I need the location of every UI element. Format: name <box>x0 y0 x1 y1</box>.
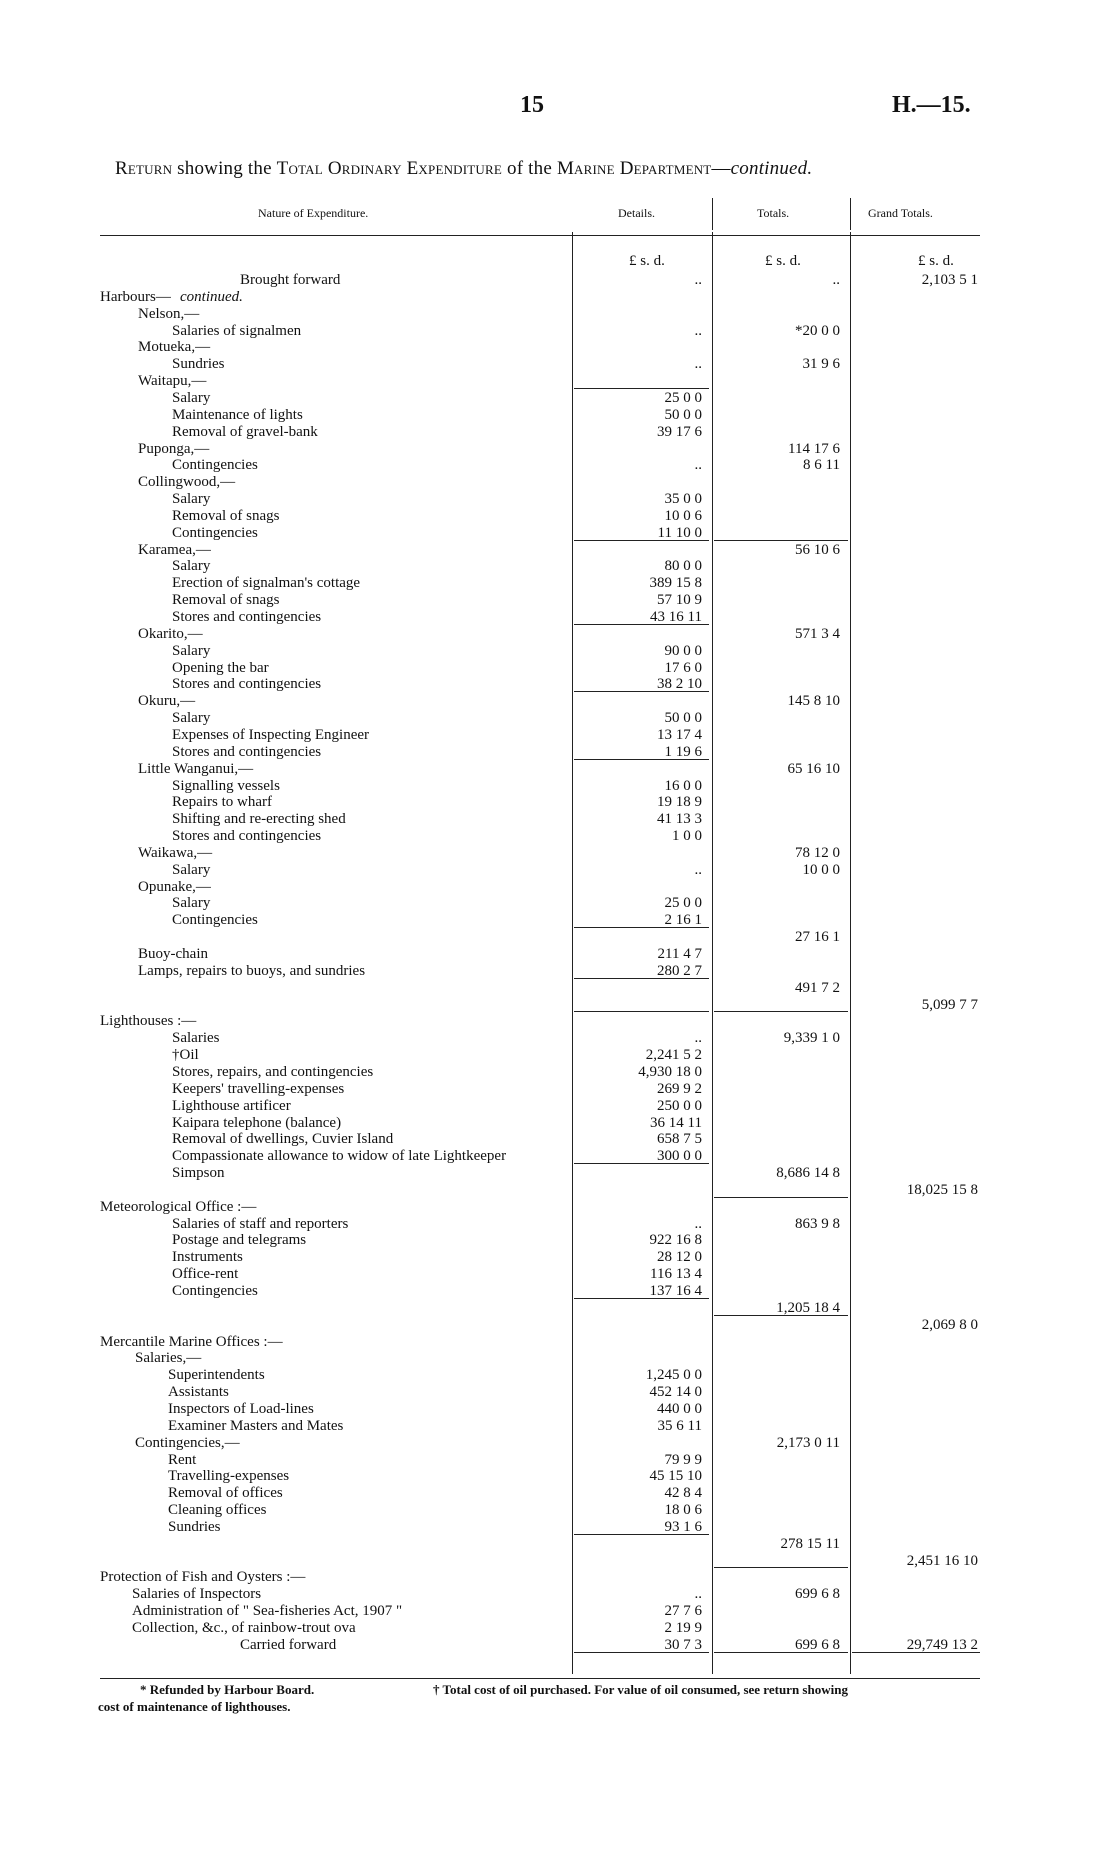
table-row <box>0 373 1114 390</box>
details-amount: 27 7 6 <box>664 1603 702 1620</box>
totals-amount: 2,173 0 11 <box>776 1434 840 1451</box>
details-amount: 280 2 7 <box>657 962 702 979</box>
title-word-department: Marine Department <box>556 158 712 179</box>
sum-rule <box>574 1011 709 1012</box>
table-row <box>0 761 1114 778</box>
details-amount: 90 0 0 <box>664 642 702 659</box>
footnote-refunded: * Refunded by Harbour Board. <box>140 1682 315 1697</box>
row-label: Contingencies <box>172 524 258 541</box>
totals-amount: 699 6 8 <box>795 1586 840 1603</box>
table-row <box>0 1098 1114 1115</box>
row-label: Meteorological Office :— <box>100 1198 257 1215</box>
table-row <box>0 424 1114 441</box>
details-amount: 80 0 0 <box>664 558 702 575</box>
column-header-details: Details. <box>618 206 655 220</box>
table-row <box>0 1232 1114 1249</box>
table-row <box>0 592 1114 609</box>
table-row <box>0 1266 1114 1283</box>
details-amount: 2 19 9 <box>664 1620 702 1636</box>
details-amount: 39 17 6 <box>657 423 702 440</box>
row-label: Compassionate allowance to widow of late Lightkeeper <box>172 1148 507 1165</box>
totals-amount: 56 10 6 <box>795 541 840 558</box>
row-label: Keepers' travelling-expenses <box>172 1080 345 1097</box>
row-label: Expenses of Inspecting Engineer <box>172 726 370 743</box>
row-label: Puponga,— <box>138 440 210 457</box>
row-label: Okarito,— <box>138 625 203 642</box>
row-label: Brought forward <box>240 272 341 288</box>
table-row <box>0 1115 1114 1132</box>
table-row <box>0 1401 1114 1418</box>
currency-header-totals: £ s. d. <box>765 253 801 269</box>
table-row <box>0 1620 1114 1637</box>
details-amount: 2,241 5 2 <box>645 1047 702 1064</box>
table-row <box>0 828 1114 845</box>
details-amount: 440 0 0 <box>657 1400 702 1417</box>
table-row <box>0 845 1114 862</box>
table-row <box>0 1047 1114 1064</box>
footer-divider <box>100 1678 980 1679</box>
row-label: Rent <box>168 1451 197 1468</box>
table-row <box>0 895 1114 912</box>
totals-amount: 278 15 11 <box>780 1535 840 1552</box>
row-label: Stores, repairs, and contingencies <box>172 1063 374 1080</box>
table-row <box>0 710 1114 727</box>
table-row <box>0 306 1114 323</box>
totals-amount: 8 6 11 <box>803 457 840 474</box>
row-label: Waikawa,— <box>138 844 213 861</box>
details-amount: 13 17 4 <box>657 726 702 743</box>
table-row <box>0 1586 1114 1603</box>
title-word-return: Return <box>115 158 173 179</box>
table-row <box>0 1317 1114 1334</box>
grand-total-amount: 2,069 8 0 <box>921 1316 978 1333</box>
table-row <box>0 1435 1114 1452</box>
row-label: Okuru,— <box>138 693 196 710</box>
totals-amount: 78 12 0 <box>795 844 840 861</box>
row-label: Lamps, repairs to buoys, and sundries <box>138 962 366 979</box>
table-row <box>0 929 1114 946</box>
table-row <box>0 1199 1114 1216</box>
table-row <box>0 1013 1114 1030</box>
row-label: Harbours— <box>100 288 171 305</box>
table-row <box>0 626 1114 643</box>
sum-rule <box>574 1298 709 1299</box>
table-row <box>0 1334 1114 1351</box>
row-label: Salaries of signalmen <box>172 322 302 339</box>
totals-amount: 699 6 8 <box>795 1636 840 1653</box>
row-label: Removal of snags <box>172 592 280 609</box>
row-label: Motueka,— <box>138 339 211 356</box>
table-row <box>0 1165 1114 1182</box>
table-row <box>0 1300 1114 1317</box>
row-label: Repairs to wharf <box>172 794 272 811</box>
details-amount: 28 12 0 <box>657 1249 702 1266</box>
currency-header-details: £ s. d. <box>629 253 665 269</box>
table-row <box>0 727 1114 744</box>
row-label: Salaries of Inspectors <box>132 1586 262 1603</box>
row-label: Signalling vessels <box>172 777 280 794</box>
row-label: Waitapu,— <box>138 373 207 390</box>
table-row <box>0 609 1114 626</box>
table-row <box>0 1131 1114 1148</box>
details-amount: 43 16 11 <box>650 609 702 625</box>
row-label: †Oil <box>172 1047 199 1064</box>
details-amount: .. <box>694 1215 702 1232</box>
row-label: Travelling-expenses <box>168 1468 290 1485</box>
row-label: Salary <box>172 642 211 659</box>
row-label: Collection, &c., of rainbow-trout ova <box>132 1620 356 1636</box>
row-label: Erection of signalman's cottage <box>172 575 361 592</box>
details-amount: 50 0 0 <box>664 406 702 423</box>
row-label: Inspectors of Load-lines <box>168 1400 314 1417</box>
table-row <box>0 1030 1114 1047</box>
sum-rule <box>852 1652 980 1653</box>
details-amount: 4,930 18 0 <box>638 1063 702 1080</box>
row-label: Lighthouses :— <box>100 1013 197 1030</box>
column-header-nature: Nature of Expenditure. <box>258 206 369 220</box>
table-row <box>0 457 1114 474</box>
row-label: Salary <box>172 861 211 878</box>
row-label: Opening the bar <box>172 659 269 676</box>
table-row <box>0 323 1114 340</box>
table-row <box>0 558 1114 575</box>
row-label: Office-rent <box>172 1266 239 1283</box>
table-row <box>0 1553 1114 1570</box>
details-amount: 19 18 9 <box>657 794 702 811</box>
totals-amount: 9,339 1 0 <box>783 1030 840 1047</box>
details-amount: 269 9 2 <box>657 1080 702 1097</box>
sum-rule <box>714 1652 848 1653</box>
title-continued: continued. <box>730 158 813 179</box>
row-label: Little Wanganui,— <box>138 760 254 777</box>
row-label: Salary <box>172 491 211 508</box>
row-label: Carried forward <box>240 1636 337 1653</box>
table-row <box>0 1468 1114 1485</box>
row-label: Assistants <box>168 1384 229 1401</box>
row-label: Salary <box>172 558 211 575</box>
details-amount: 16 0 0 <box>664 777 702 794</box>
details-amount: 36 14 11 <box>650 1114 702 1131</box>
details-amount: 137 16 4 <box>649 1283 702 1299</box>
details-amount: 452 14 0 <box>649 1384 702 1401</box>
details-amount: 50 0 0 <box>664 710 702 727</box>
table-row <box>0 660 1114 677</box>
table-row <box>0 1536 1114 1553</box>
totals-amount: 114 17 6 <box>788 440 840 457</box>
sum-rule <box>574 540 709 541</box>
details-amount: 18 0 6 <box>664 1502 702 1519</box>
row-label: Stores and contingencies <box>172 743 322 760</box>
row-label: Salaries <box>172 1030 220 1047</box>
table-row <box>0 963 1114 980</box>
details-amount: 2 16 1 <box>664 912 702 929</box>
details-amount: 17 6 0 <box>664 659 702 676</box>
table-title <box>115 158 1015 180</box>
table-row <box>0 794 1114 811</box>
details-amount: 389 15 8 <box>649 575 702 592</box>
table-row <box>0 676 1114 693</box>
row-label: Maintenance of lights <box>172 406 303 423</box>
details-amount: 211 4 7 <box>657 946 702 962</box>
table-row <box>0 980 1114 997</box>
table-row <box>0 1384 1114 1401</box>
sum-rule <box>714 540 848 541</box>
details-amount: .. <box>694 272 702 288</box>
row-label: Contingencies <box>172 457 258 474</box>
table-row <box>0 744 1114 761</box>
row-label: Buoy-chain <box>138 946 208 962</box>
row-label: Salary <box>172 710 211 727</box>
footnote-continuation: cost of maintenance of lighthouses. <box>98 1699 291 1714</box>
grand-total-amount: 2,103 5 1 <box>921 272 978 288</box>
header-divider <box>100 235 980 236</box>
sum-rule <box>574 978 709 979</box>
table-row <box>0 1603 1114 1620</box>
row-label: Salary <box>172 895 211 912</box>
table-row <box>0 1502 1114 1519</box>
table-row <box>0 1148 1114 1165</box>
table-row <box>0 339 1114 356</box>
details-amount: 35 6 11 <box>657 1417 702 1434</box>
table-row <box>0 272 1114 289</box>
sum-rule <box>714 1197 848 1198</box>
table-row <box>0 1216 1114 1233</box>
row-label: Lighthouse artificer <box>172 1097 291 1114</box>
row-label: Karamea,— <box>138 541 211 558</box>
table-row <box>0 1569 1114 1586</box>
table-row <box>0 474 1114 491</box>
row-label: Contingencies <box>172 912 258 929</box>
totals-amount: 491 7 2 <box>795 979 840 996</box>
totals-amount: 145 8 10 <box>787 693 840 710</box>
table-row <box>0 643 1114 660</box>
row-label: Removal of dwellings, Cuvier Island <box>172 1131 394 1148</box>
totals-amount: 10 0 0 <box>802 861 840 878</box>
grand-total-amount: 2,451 16 10 <box>906 1552 978 1569</box>
row-label: Superintendents <box>168 1367 265 1384</box>
row-label: Postage and telegrams <box>172 1232 307 1249</box>
row-label: Simpson <box>172 1165 225 1182</box>
sum-rule <box>574 1534 709 1535</box>
table-row <box>0 912 1114 929</box>
title-text-2: of the <box>502 158 557 179</box>
details-amount: 38 2 10 <box>657 676 702 693</box>
header-rule-1 <box>712 198 713 230</box>
details-amount: 922 16 8 <box>649 1232 702 1249</box>
row-label: Collingwood,— <box>138 474 236 491</box>
table-row <box>0 778 1114 795</box>
table-row <box>0 1249 1114 1266</box>
table-row <box>0 1182 1114 1199</box>
table-row <box>0 1452 1114 1469</box>
details-amount: 25 0 0 <box>664 389 702 406</box>
row-label: Stores and contingencies <box>172 828 322 845</box>
sum-rule <box>714 1011 848 1012</box>
details-amount: 57 10 9 <box>657 592 702 609</box>
table-row <box>0 289 1114 306</box>
totals-amount: 27 16 1 <box>795 929 840 946</box>
row-label: Examiner Masters and Mates <box>168 1417 344 1434</box>
row-label: Sundries <box>168 1518 221 1535</box>
details-amount: 93 1 6 <box>664 1518 702 1535</box>
row-label: Contingencies <box>172 1283 258 1299</box>
details-amount: 300 0 0 <box>657 1148 702 1165</box>
row-label: Shifting and re-erecting shed <box>172 811 346 828</box>
details-amount: 11 10 0 <box>657 524 702 541</box>
totals-amount: *20 0 0 <box>795 322 840 339</box>
details-amount: 658 7 5 <box>657 1131 702 1148</box>
details-amount: .. <box>694 457 702 474</box>
sum-rule <box>574 1163 709 1164</box>
row-label: Salaries,— <box>135 1350 202 1367</box>
grand-total-amount: 29,749 13 2 <box>906 1636 978 1653</box>
sum-rule <box>714 1567 848 1568</box>
details-amount: 1 0 0 <box>672 828 702 845</box>
table-row <box>0 862 1114 879</box>
row-label: Stores and contingencies <box>172 609 322 625</box>
table-row <box>0 525 1114 542</box>
grand-total-amount: 18,025 15 8 <box>906 1181 978 1198</box>
details-amount: 45 15 10 <box>649 1468 702 1485</box>
row-label: Nelson,— <box>138 305 200 322</box>
table-row <box>0 356 1114 373</box>
sum-rule <box>574 759 709 760</box>
totals-amount: .. <box>832 272 840 288</box>
table-row <box>0 1519 1114 1536</box>
details-amount: 41 13 3 <box>657 811 702 828</box>
sum-rule <box>714 1315 848 1316</box>
table-row <box>0 693 1114 710</box>
table-row <box>0 491 1114 508</box>
totals-amount: 31 9 6 <box>802 356 840 373</box>
column-header-totals: Totals. <box>757 206 790 220</box>
page-number: 15 <box>520 92 544 118</box>
table-row <box>0 1081 1114 1098</box>
sum-rule <box>574 1652 709 1653</box>
row-label: Salaries of staff and reporters <box>172 1215 349 1232</box>
totals-amount: 863 9 8 <box>795 1215 840 1232</box>
title-text-1: showing the <box>172 158 277 179</box>
table-row <box>0 1350 1114 1367</box>
table-row <box>0 811 1114 828</box>
table-row <box>0 997 1114 1014</box>
row-label: Mercantile Marine Offices :— <box>100 1333 283 1350</box>
table-row <box>0 946 1114 963</box>
row-label: Cleaning offices <box>168 1502 267 1519</box>
currency-header-grand: £ s. d. <box>918 253 954 269</box>
row-label: Instruments <box>172 1249 243 1266</box>
table-row <box>0 1064 1114 1081</box>
details-amount: 30 7 3 <box>664 1636 702 1653</box>
details-amount: 35 0 0 <box>664 491 702 508</box>
document-reference: H.—15. <box>892 92 971 118</box>
totals-amount: 1,205 18 4 <box>776 1299 840 1316</box>
grand-total-amount: 5,099 7 7 <box>921 996 978 1013</box>
table-row <box>0 879 1114 896</box>
details-amount: 250 0 0 <box>657 1097 702 1114</box>
row-label-italic: continued. <box>180 288 243 305</box>
sum-rule <box>574 388 709 389</box>
row-label: Opunake,— <box>138 878 211 895</box>
details-amount: .. <box>694 322 702 339</box>
totals-amount: 571 3 4 <box>795 625 840 642</box>
table-row <box>0 1485 1114 1502</box>
table-row <box>0 390 1114 407</box>
table-row <box>0 542 1114 559</box>
row-label: Stores and contingencies <box>172 676 322 693</box>
row-label: Salary <box>172 389 211 406</box>
totals-amount: 8,686 14 8 <box>776 1165 840 1182</box>
title-word-expenditure: Total Ordinary Expenditure <box>276 158 503 179</box>
row-label: Protection of Fish and Oysters :— <box>100 1569 306 1586</box>
details-amount: 25 0 0 <box>664 895 702 912</box>
totals-amount: 65 16 10 <box>787 760 840 777</box>
details-amount: .. <box>694 861 702 878</box>
table-row <box>0 575 1114 592</box>
sum-rule <box>574 927 709 928</box>
title-dash: — <box>711 158 731 179</box>
details-amount: .. <box>694 1586 702 1603</box>
row-label: Contingencies,— <box>135 1434 240 1451</box>
details-amount: 79 9 9 <box>664 1451 702 1468</box>
row-label: Removal of snags <box>172 507 280 524</box>
row-label: Removal of gravel-bank <box>172 423 318 440</box>
table-row <box>0 1367 1114 1384</box>
footnote-oil: † Total cost of oil purchased. For value of oil consumed, see return showing <box>433 1682 848 1697</box>
row-label: Removal of offices <box>168 1485 283 1502</box>
details-amount: 42 8 4 <box>664 1485 702 1502</box>
table-row <box>0 407 1114 424</box>
table-row <box>0 1418 1114 1435</box>
row-label: Administration of " Sea-fisheries Act, 1907 " <box>132 1603 403 1620</box>
row-label: Kaipara telephone (balance) <box>172 1114 342 1131</box>
details-amount: .. <box>694 1030 702 1047</box>
table-row <box>0 441 1114 458</box>
details-amount: 1 19 6 <box>664 743 702 760</box>
details-amount: 10 0 6 <box>664 507 702 524</box>
details-amount: .. <box>694 356 702 373</box>
column-header-grand: Grand Totals. <box>868 206 933 220</box>
header-rule-2 <box>850 198 851 230</box>
details-amount: 116 13 4 <box>650 1266 702 1283</box>
sum-rule <box>574 691 709 692</box>
table-row <box>0 508 1114 525</box>
sum-rule <box>574 624 709 625</box>
details-amount: 1,245 0 0 <box>645 1367 702 1384</box>
row-label: Sundries <box>172 356 225 373</box>
table-row <box>0 1283 1114 1300</box>
